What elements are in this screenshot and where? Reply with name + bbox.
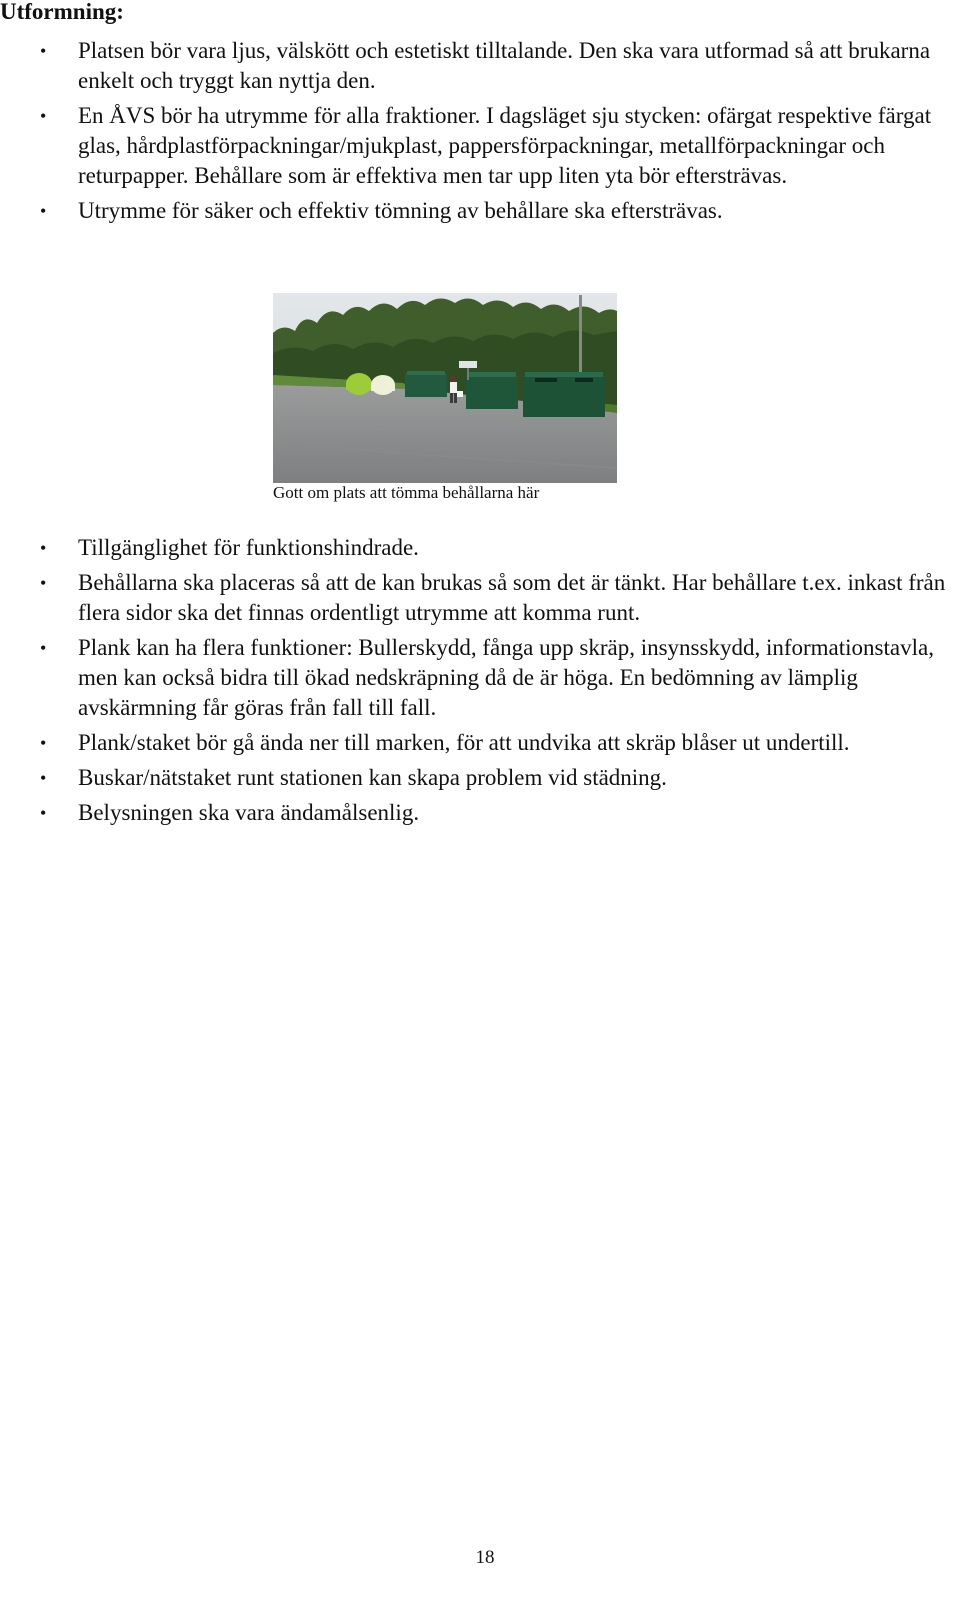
list-item bbox=[0, 36, 960, 96]
list-item-text: En ÅVS bör ha utrymme för alla fraktioner. I dagsläget sju stycken: ofärgat respektive färgat glas, hårdplastförpackningar/mjukplast, pappersförpackningar, metallförpackningar och returpapper. Behållare som är effektiva men tar upp liten yta bör eftersträvas. bbox=[78, 103, 932, 188]
list-item-text: Platsen bör vara ljus, välskött och estetiskt tilltalande. Den ska vara utformad så att brukarna enkelt och tryggt kan nyttja den. bbox=[78, 38, 931, 93]
list-item bbox=[0, 798, 960, 828]
bullet-list-bottom bbox=[0, 533, 960, 833]
page-number: 18 bbox=[475, 1547, 495, 1568]
list-item-text: Plank kan ha flera funktioner: Bullerskydd, fånga upp skräp, insynsskydd, informationstavla, men kan också bidra till ökad nedskräpning då de är höga. En bedömning av lämplig avskärmning får göras från fall till fall. bbox=[78, 635, 934, 720]
bullet-icon: • bbox=[40, 538, 47, 558]
bullet-icon: • bbox=[40, 573, 47, 593]
list-item-text: Utrymme för säker och effektiv tömning av behållare ska eftersträvas. bbox=[78, 198, 723, 223]
bullet-icon: • bbox=[40, 768, 47, 788]
bullet-list-top bbox=[0, 36, 960, 231]
photo-caption: Gott om plats att tömma behållarna här bbox=[273, 483, 540, 502]
list-item bbox=[0, 728, 960, 758]
bullet-icon: • bbox=[40, 201, 47, 221]
bullet-icon: • bbox=[40, 41, 47, 61]
list-item bbox=[0, 533, 960, 563]
bullet-icon: • bbox=[40, 638, 47, 658]
list-item bbox=[0, 568, 960, 628]
bullet-icon: • bbox=[40, 803, 47, 823]
list-item-text: Belysningen ska vara ändamålsenlig. bbox=[78, 800, 420, 825]
bullet-icon: • bbox=[40, 106, 47, 126]
list-item bbox=[0, 633, 960, 723]
list-item-text: Buskar/nätstaket runt stationen kan skapa problem vid städning. bbox=[78, 765, 667, 790]
list-item bbox=[0, 196, 960, 226]
list-item bbox=[0, 101, 960, 191]
section-heading: Utformning: bbox=[0, 0, 124, 24]
recycling-station-photo bbox=[273, 293, 617, 483]
list-item-text: Plank/staket bör gå ända ner till marken, för att undvika att skräp blåser ut undertill. bbox=[78, 730, 850, 755]
list-item bbox=[0, 763, 960, 793]
list-item-text: Tillgänglighet för funktionshindrade. bbox=[78, 535, 419, 560]
list-item-text: Behållarna ska placeras så att de kan brukas så som det är tänkt. Har behållare t.ex. inkast från flera sidor ska det finnas ordentligt utrymme att komma runt. bbox=[78, 570, 946, 625]
bullet-icon: • bbox=[40, 733, 47, 753]
